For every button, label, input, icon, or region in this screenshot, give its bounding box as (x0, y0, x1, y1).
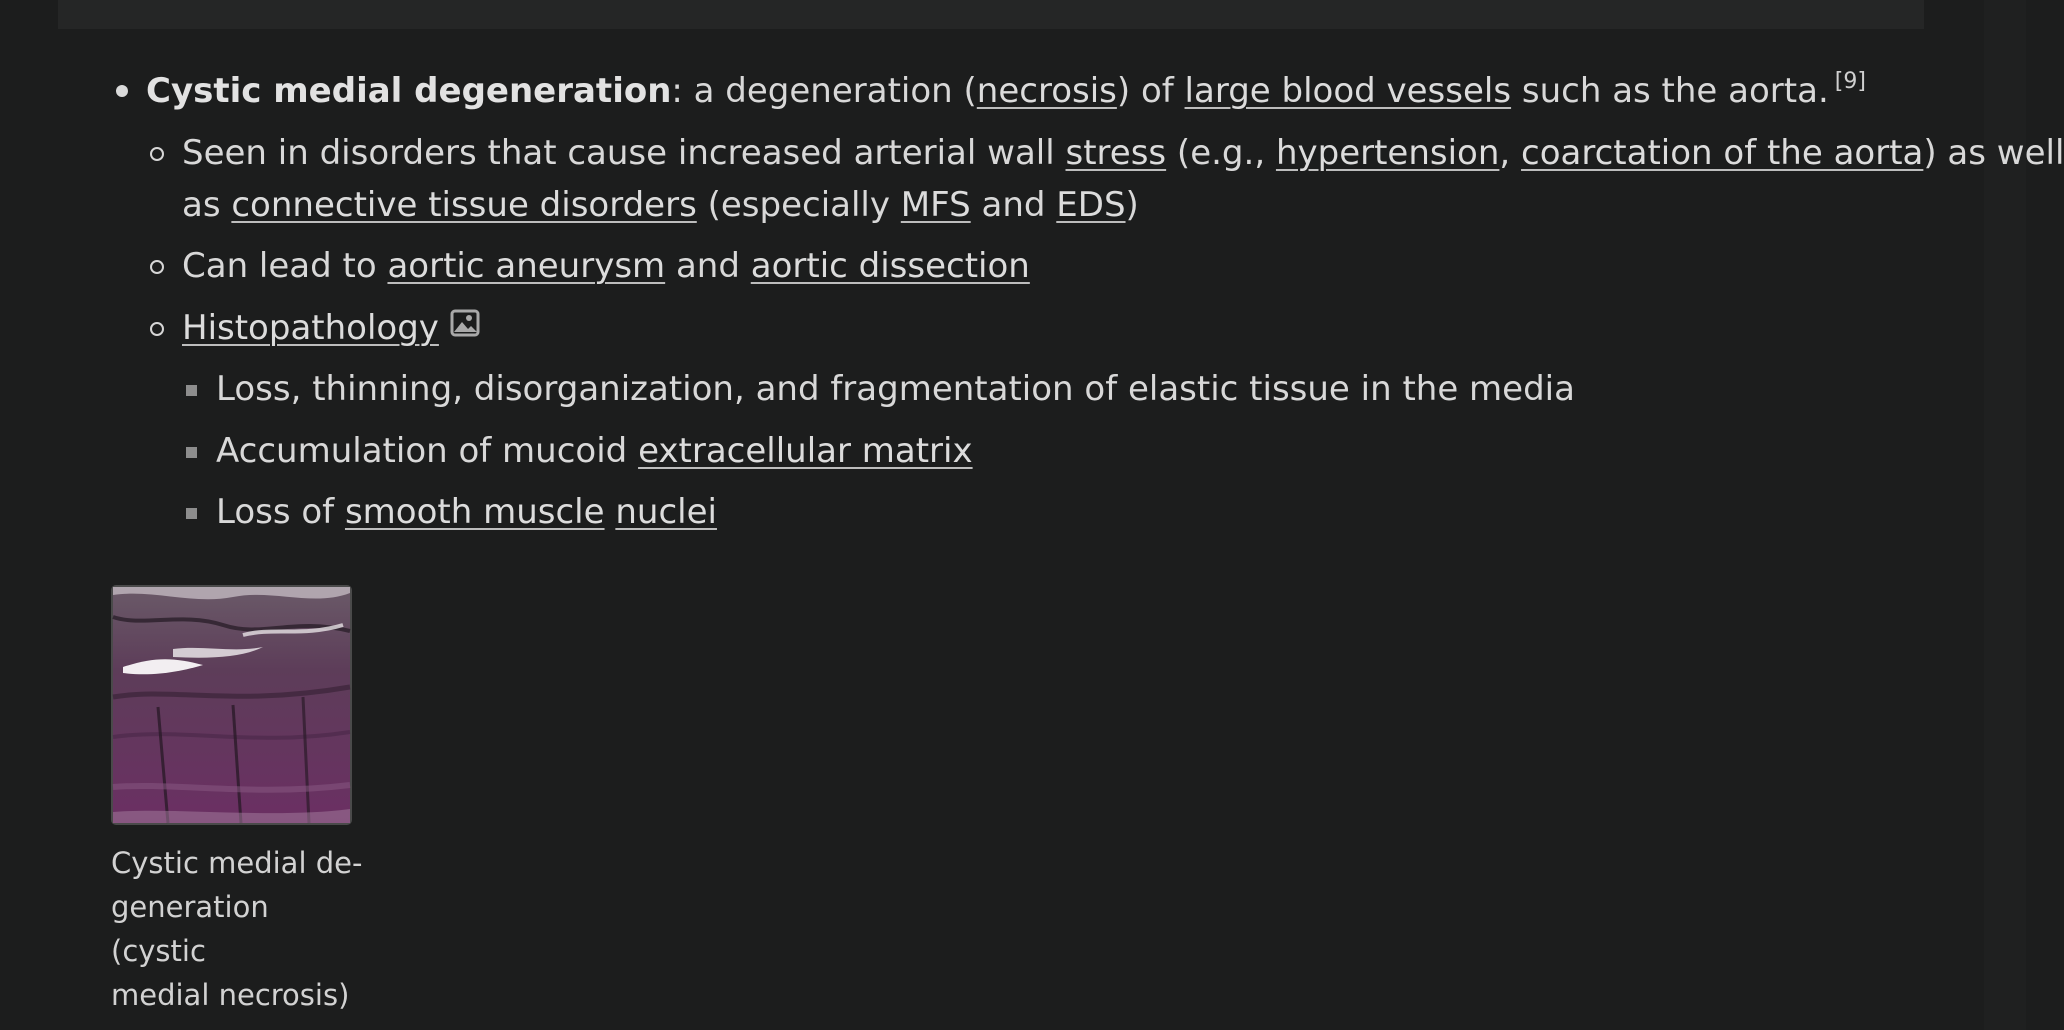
list-bullet (186, 447, 197, 458)
link-connective-tissue-disorders[interactable]: connective tissue disorders (231, 185, 697, 225)
caption-line: Cystic medial de- (111, 846, 363, 880)
list-item-seen-in-disorders: Seen in disorders that cause increased arterial wall stress (e.g., hypertension, coarctation of the aorta) as well (182, 133, 2064, 173)
link-smooth-muscle[interactable]: smooth muscle (344, 492, 605, 532)
list-bullet (116, 85, 128, 97)
histology-image (113, 587, 350, 823)
list-item-seen-in-disorders-cont: as connective tissue disorders (especially MFS and EDS) (182, 185, 1139, 225)
list-item-loss-of-nuclei: Loss of smooth muscle nuclei (216, 492, 717, 532)
link-large-blood-vessels[interactable]: large blood vessels (1184, 71, 1512, 111)
image-icon[interactable] (449, 305, 481, 349)
link-histopathology[interactable]: Histopathology (182, 308, 439, 348)
link-mfs[interactable]: MFS (900, 185, 971, 225)
link-hypertension[interactable]: hypertension (1275, 133, 1500, 173)
list-item-loss-thinning: Loss, thinning, disorganization, and fragmentation of elastic tissue in the media (216, 369, 1575, 409)
list-item-cystic-medial-degeneration: Cystic medial degeneration: a degeneration (necrosis) of large blood vessels such as the aorta. [9] (146, 69, 1866, 111)
link-coarctation-of-the-aorta[interactable]: coarctation of the aorta (1521, 133, 1924, 173)
list-bullet (186, 508, 197, 519)
list-bullet (150, 260, 164, 274)
histology-thumbnail[interactable] (111, 585, 352, 825)
term-heading: Cystic medial degeneration (146, 71, 672, 111)
link-aortic-aneurysm[interactable]: aortic aneurysm (387, 246, 666, 286)
caption-line: generation (cystic (111, 890, 269, 968)
reference-9[interactable]: [9] (1834, 69, 1866, 94)
link-nuclei[interactable]: nuclei (615, 492, 717, 532)
figure-caption (111, 841, 371, 1017)
list-bullet (150, 147, 164, 161)
link-eds[interactable]: EDS (1056, 185, 1126, 225)
link-stress[interactable]: stress (1065, 133, 1167, 173)
list-item-can-lead-to: Can lead to aortic aneurysm and aortic dissection (182, 246, 1030, 286)
link-necrosis[interactable]: necrosis (976, 71, 1117, 111)
list-bullet (150, 322, 164, 336)
list-bullet (186, 385, 197, 396)
caption-line: medial necrosis) (111, 978, 350, 1012)
link-aortic-dissection[interactable]: aortic dissection (750, 246, 1030, 286)
link-extracellular-matrix[interactable]: extracellular matrix (638, 431, 973, 471)
list-item-accumulation: Accumulation of mucoid extracellular matrix (216, 431, 973, 471)
list-item-histopathology (182, 306, 481, 352)
